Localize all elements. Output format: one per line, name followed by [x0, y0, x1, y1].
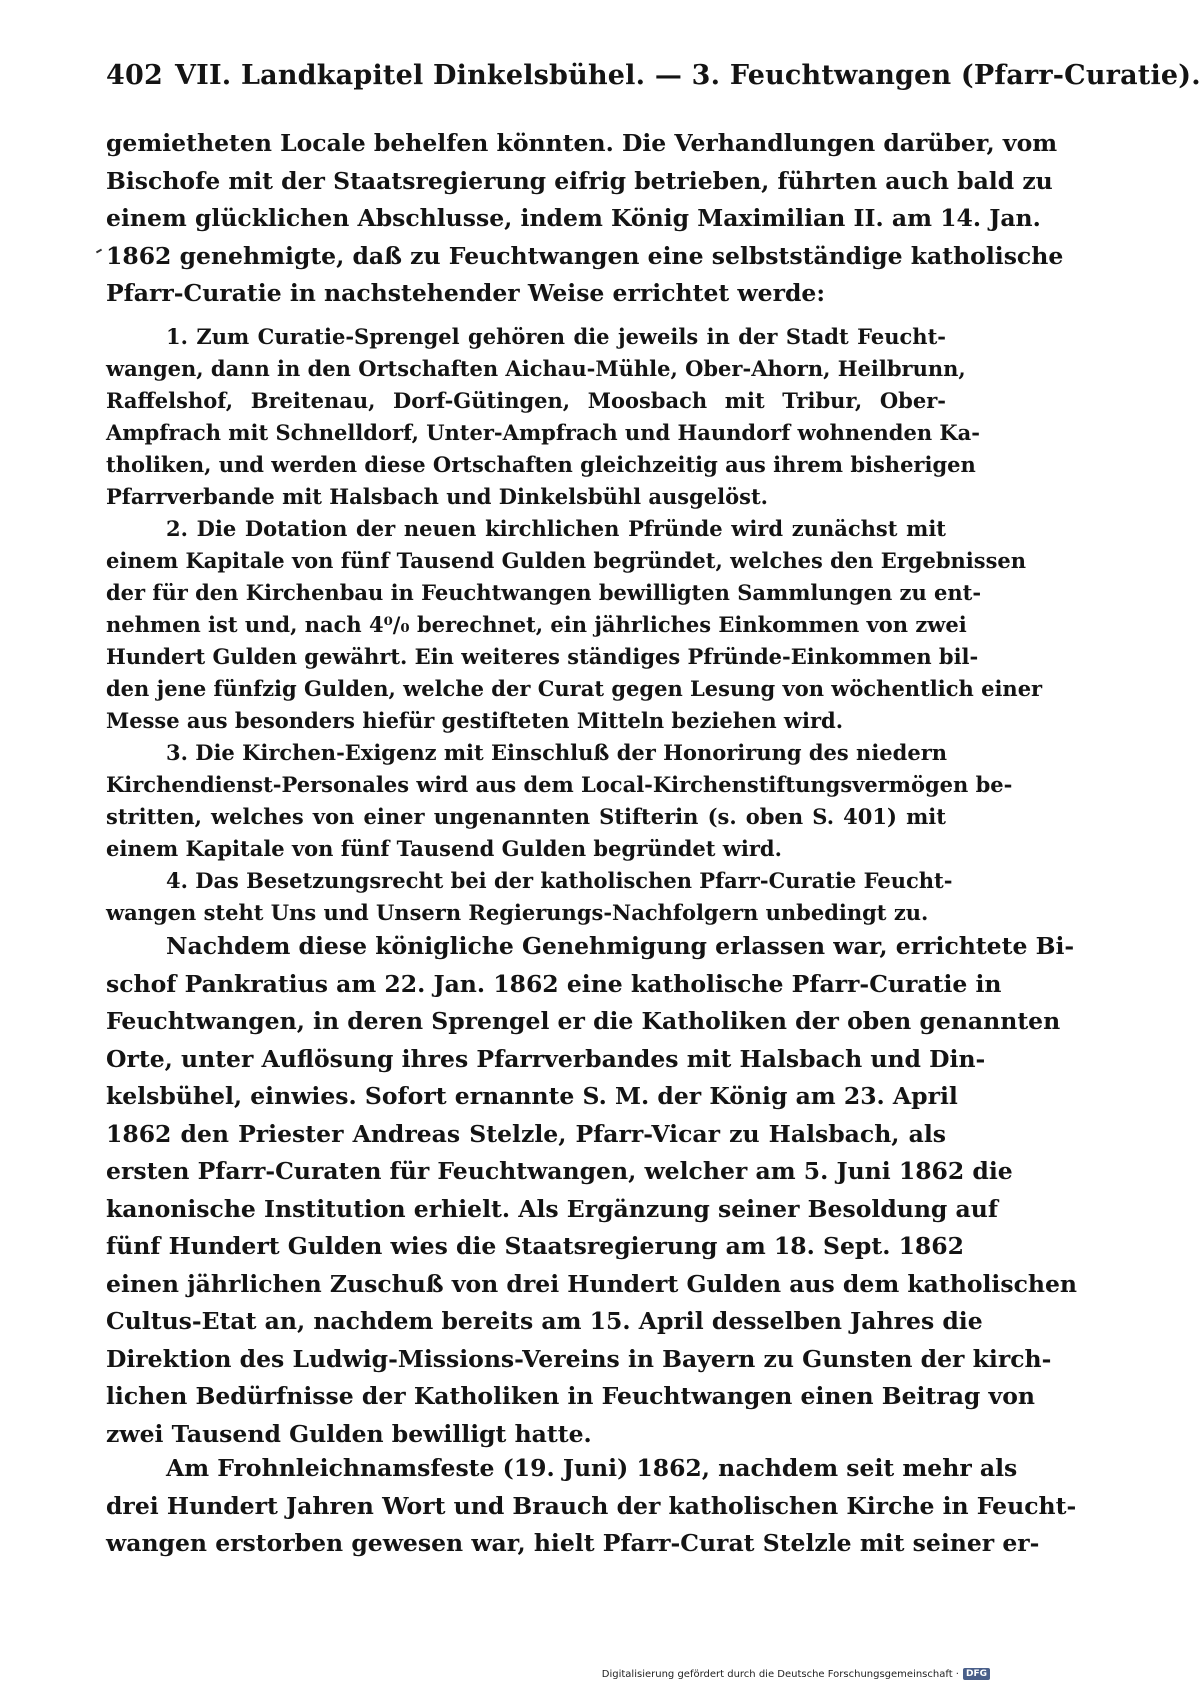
text-line: 1862 den Priester Andreas Stelzle, Pfarr-Vicar zu Halsbach, als — [106, 1119, 946, 1148]
text-line: Feuchtwangen, in deren Sprengel er die Katholiken der oben genannten — [106, 1007, 1061, 1035]
text-line: einem glücklichen Abschlusse, indem König Maximilian II. am 14. Jan. — [106, 204, 1041, 232]
text-line: kelsbühel, einwies. Sofort ernannte S. M. der König am 23. April — [106, 1082, 958, 1110]
item-1-line: 1. Zum Curatie-Sprengel gehören die jeweils in der Stadt Feucht- — [166, 324, 946, 349]
item-3-line: 3. Die Kirchen-Exigenz mit Einschluß der Honorirung des niedern — [166, 740, 948, 765]
item-2-line: einem Kapitale von fünf Tausend Gulden begründet, welches den Ergebnissen — [106, 548, 1027, 573]
text-line: 1862 genehmigte, daß zu Feuchtwangen eine selbstständige katholische — [106, 241, 1064, 270]
running-header — [106, 60, 1201, 91]
item-3-line: einem Kapitale von fünf Tausend Gulden begründet wird. — [106, 836, 782, 861]
digitization-footer — [602, 1668, 990, 1680]
text-line: einen jährlichen Zuschuß von drei Hundert Gulden aus dem katholischen — [106, 1269, 1078, 1298]
text-line: Am Frohnleichnamsfeste (19. Juni) 1862, nachdem seit mehr als — [166, 1454, 1018, 1482]
item-3-line: Kirchendienst-Personales wird aus dem Local-Kirchenstiftungsvermögen be- — [106, 772, 1013, 797]
footer-text: Digitalisierung gefördert durch die Deutsche Forschungsgemeinschaft · — [601, 1668, 959, 1680]
margin-mark — [96, 249, 102, 254]
decree-items — [106, 321, 1043, 929]
item-3-line: stritten, welches von einer ungenannten Stifterin (s. oben S. 401) mit — [106, 804, 946, 829]
text-line: ersten Pfarr-Curaten für Feuchtwangen, welcher am 5. Juni 1862 die — [106, 1157, 1013, 1185]
paragraph-erection — [106, 928, 1078, 1453]
item-1-line: tholiken, und werden diese Ortschaften gleichzeitig aus ihrem bisherigen — [106, 452, 976, 477]
item-2-line: 2. Die Dotation der neuen kirchlichen Pfründe wird zunächst mit — [166, 516, 946, 541]
item-1-line: Ampfrach mit Schnelldorf, Unter-Ampfrach und Haundorf wohnenden Ka- — [106, 420, 980, 445]
text-line: lichen Bedürfnisse der Katholiken in Feuchtwangen einen Beitrag von — [106, 1382, 1035, 1410]
text-line: Cultus-Etat an, nachdem bereits am 15. April desselben Jahres die — [106, 1307, 983, 1335]
text-line: zwei Tausend Gulden bewilligt hatte. — [106, 1419, 592, 1448]
header-title: VII. Landkapitel Dinkelsbühel. — 3. Feuchtwangen (Pfarr-Curatie). — [174, 60, 1201, 91]
item-2-line: Messe aus besonders hiefür gestifteten Mitteln beziehen wird. — [106, 708, 844, 733]
text-line: Direktion des Ludwig-Missions-Vereins in Bayern zu Gunsten der kirch- — [106, 1344, 1052, 1373]
page-number: 402 — [106, 60, 163, 91]
item-2-line: nehmen ist und, nach 4⁰/₀ berechnet, ein jährliches Einkommen von zwei — [106, 612, 967, 637]
item-1-line: Pfarrverbande mit Halsbach und Dinkelsbühl ausgelöst. — [106, 484, 768, 509]
item-1-line: Raffelshof, Breitenau, Dorf-Gütingen, Moosbach mit Tribur, Ober- — [106, 388, 946, 413]
text-line: drei Hundert Jahren Wort und Brauch der katholischen Kirche in Feucht- — [106, 1491, 1077, 1520]
text-line: Pfarr-Curatie in nachstehender Weise errichtet werde: — [106, 279, 826, 307]
paragraph-corpus-christi — [106, 1450, 1077, 1563]
text-line: fünf Hundert Gulden wies die Staatsregierung am 18. Sept. 1862 — [106, 1232, 964, 1260]
item-4-line: 4. Das Besetzungsrecht bei der katholischen Pfarr-Curatie Feucht- — [166, 868, 953, 893]
text-line: schof Pankratius am 22. Jan. 1862 eine katholische Pfarr-Curatie in — [106, 969, 1002, 998]
item-2-line: der für den Kirchenbau in Feuchtwangen bewilligten Sammlungen zu ent- — [106, 580, 982, 605]
dfg-logo: DFG — [963, 1668, 990, 1680]
text-line: Nachdem diese königliche Genehmigung erlassen war, errichtete Bi- — [166, 932, 1075, 960]
text-line: wangen erstorben gewesen war, hielt Pfarr-Curat Stelzle mit seiner er- — [106, 1529, 1040, 1557]
text-line: gemietheten Locale behelfen könnten. Die Verhandlungen darüber, vom — [106, 129, 1058, 157]
text-line: Orte, unter Auflösung ihres Pfarrverbandes mit Halsbach und Din- — [106, 1044, 986, 1073]
item-2-line: den jene fünfzig Gulden, welche der Curat gegen Lesung von wöchentlich einer — [106, 676, 1043, 701]
item-4-line: wangen steht Uns und Unsern Regierungs-Nachfolgern unbedingt zu. — [106, 900, 929, 925]
intro-paragraph — [106, 125, 1064, 313]
item-1-line: wangen, dann in den Ortschaften Aichau-Mühle, Ober-Ahorn, Heilbrunn, — [106, 356, 966, 381]
text-line: kanonische Institution erhielt. Als Ergänzung seiner Besoldung auf — [106, 1194, 998, 1223]
item-2-line: Hundert Gulden gewährt. Ein weiteres ständiges Pfründe-Einkommen bil- — [106, 644, 979, 669]
text-line: Bischofe mit der Staatsregierung eifrig betrieben, führten auch bald zu — [106, 166, 1053, 195]
